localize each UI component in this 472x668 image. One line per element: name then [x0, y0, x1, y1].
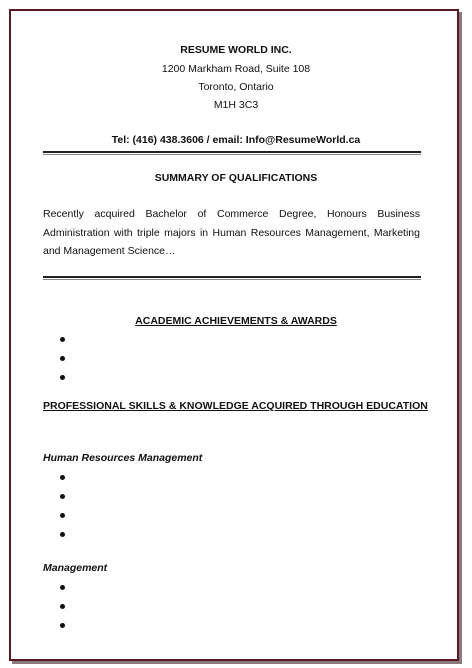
divider: [43, 276, 421, 280]
awards-heading: ACADEMIC ACHIEVEMENTS & AWARDS: [135, 315, 337, 327]
divider: [43, 151, 421, 155]
summary-heading: SUMMARY OF QUALIFICATIONS: [154, 172, 318, 184]
summary-text: Recently acquired Bachelor of Commerce Degree, Honours Business Administration with triple majors in Human Resources Management, Marketing and Management Science…: [43, 208, 420, 257]
address-line-1: 1200 Markham Road, Suite 108: [161, 63, 311, 75]
management-subheading: Management: [43, 562, 108, 574]
company-name: RESUME WORLD INC.: [180, 44, 292, 56]
contact-line: Tel: (416) 438.3606 / email: Info@ResumeWorld.ca: [111, 134, 361, 146]
postal-code: M1H 3C3: [213, 99, 259, 111]
skills-heading: PROFESSIONAL SKILLS & KNOWLEDGE ACQUIRED THROUGH EDUCATION: [43, 400, 428, 412]
address-line-2: Toronto, Ontario: [198, 81, 274, 93]
hr-subheading: Human Resources Management: [43, 452, 203, 464]
